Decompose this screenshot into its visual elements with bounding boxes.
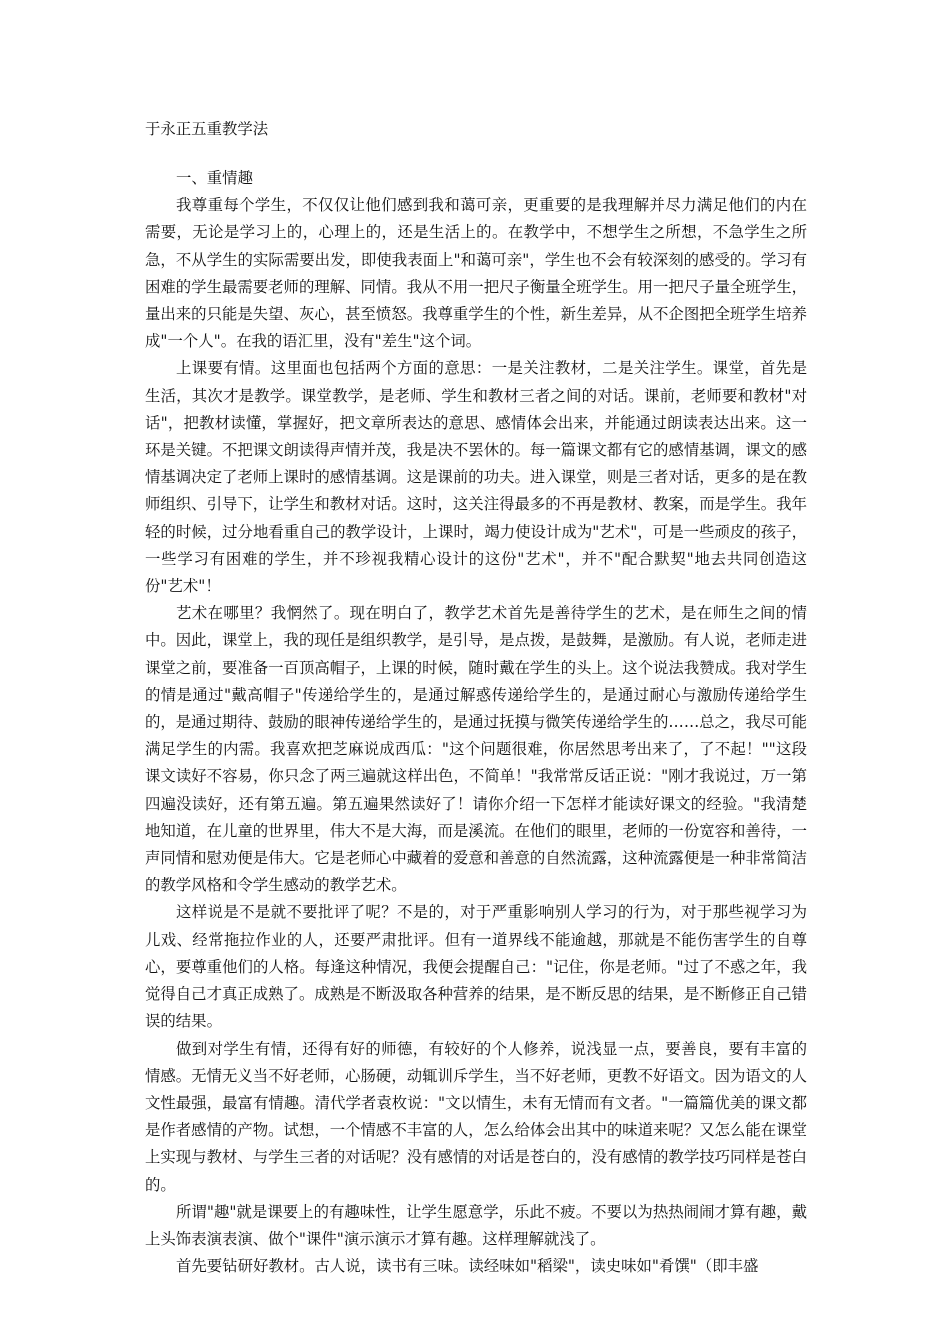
paragraph-1: 我尊重每个学生，不仅仅让他们感到我和蔼可亲，更重要的是我理解并尽力满足他们的内在需要，无论是学习上的，心理上的，还是生活上的。在教学中，不想学生之所想，不急学生之所急，不从学生的实际需要出发，即使我表面上"和蔼可亲"，学生也不会有较深刻的感受的。学习有困难的学生最需要老师的理解、同情。我从不用一把尺子衡量全班学生。用一把尺子量全班学生，量出来的只能是失望、灰心，甚至愤怒。我尊重学生的个性，新生差异，从不企图把全班学生培养成"一个人"。在我的语汇里，没有"差生"这个词。: [145, 196, 807, 351]
document-title: 于永正五重教学法: [145, 120, 269, 138]
paragraph-3: 艺术在哪里？我惘然了。现在明白了，教学艺术首先是善待学生的艺术，是在师生之间的情中。因此，课堂上，我的现任是组织教学，是引导，是点拨，是鼓舞，是激励。有人说，老师走进课堂之前，要准备一百顶高帽子，上课的时候，随时戴在学生的头上。这个说法我赞成。我对学生的情是通过"戴高帽子"传递给学生的，是通过解惑传递给学生的，是通过耐心与激励传递给学生的，是通过期待、鼓励的眼神传递给学生的，是通过抚摸与微笑传递给学生的……总之，我尽可能满足学生的内需。我喜欢把芝麻说成西瓜："这个问题很难，你居然思考出来了，了不起！""这段课文读好不容易，你只念了两三遍就这样出色，不简单！"我常常反话正说："刚才我说过，万一第四遍没读好，还有第五遍。第五遍果然读好了！请你介绍一下怎样才能读好课文的经验。"我清楚地知道，在儿童的世界里，伟大不是大海，而是溪流。在他们的眼里，老师的一份宽容和善待，一声同情和慰劝便是伟大。它是老师心中藏着的爱意和善意的自然流露，这种流露便是一种非常简洁的教学风格和令学生感动的教学艺术。: [145, 604, 807, 895]
paragraph-4: 这样说是不是就不要批评了呢？不是的，对于严重影响别人学习的行为，对于那些视学习为儿戏、经常拖拉作业的人，还要严肃批评。但有一道界线不能逾越，那就是不能伤害学生的自尊心，要尊重他们的人格。每逢这种情况，我便会提醒自己："记住，你是老师。"过了不惑之年，我觉得自己才真正成熟了。成熟是不断汲取各种营养的结果，是不断反思的结果，是不断修正自己错误的结果。: [145, 903, 807, 1031]
section-heading: 一、重情趣: [176, 169, 253, 187]
document-body: [145, 165, 807, 1280]
paragraph-7: 首先要钻研好教材。古人说，读书有三味。读经味如"稻梁"，读史味如"肴馔"（即丰盛: [176, 1257, 759, 1276]
paragraph-2: 上课要有情。这里面也包括两个方面的意思：一是关注教材，二是关注学生。课堂，首先是生活，其次才是教学。课堂教学，是老师、学生和教材三者之间的对话。课前，老师要和教材"对话"，把教材读懂，掌握好，把文章所表达的意思、感情体会出来，并能通过朗读表达出来。这一环是关键。不把课文朗读得声情并茂，我是决不罢休的。每一篇课文都有它的感情基调，课文的感情基调决定了老师上课时的感情基调。这是课前的功夫。进入课堂，则是三者对话，更多的是在教师组织、引导下，让学生和教材对话。这时，这关注得最多的不再是教材、教案，而是学生。我年轻的时候，过分地看重自己的教学设计，上课时，竭力使设计成为"艺术"，可是一些顽皮的孩子，一些学习有困难的学生，并不珍视我精心设计的这份"艺术"，并不"配合默契"地去共同创造这份"艺术"！: [145, 359, 807, 596]
document-page: [145, 0, 807, 1344]
paragraph-6: 所谓"趣"就是课要上的有趣味性，让学生愿意学，乐此不疲。不要以为热热闹闹才算有趣，戴上头饰表演表演、做个"课件"演示演示才算有趣。这样理解就浅了。: [145, 1202, 807, 1248]
paragraph-5: 做到对学生有情，还得有好的师德，有较好的个人修养，说浅显一点，要善良，要有丰富的情感。无情无义当不好老师，心肠硬，动辄训斥学生，当不好老师，更教不好语文。因为语文的人文性最强，最富有情趣。清代学者袁枚说："文以情生，未有无情而有文者。"一篇篇优美的课文都是作者感情的产物。试想，一个情感不丰富的人，怎么给体会出其中的味道来呢？又怎么能在课堂上实现与教材、与学生三者的对话呢？没有感情的对话是苍白的，没有感情的教学技巧同样是苍白的。: [145, 1039, 807, 1194]
